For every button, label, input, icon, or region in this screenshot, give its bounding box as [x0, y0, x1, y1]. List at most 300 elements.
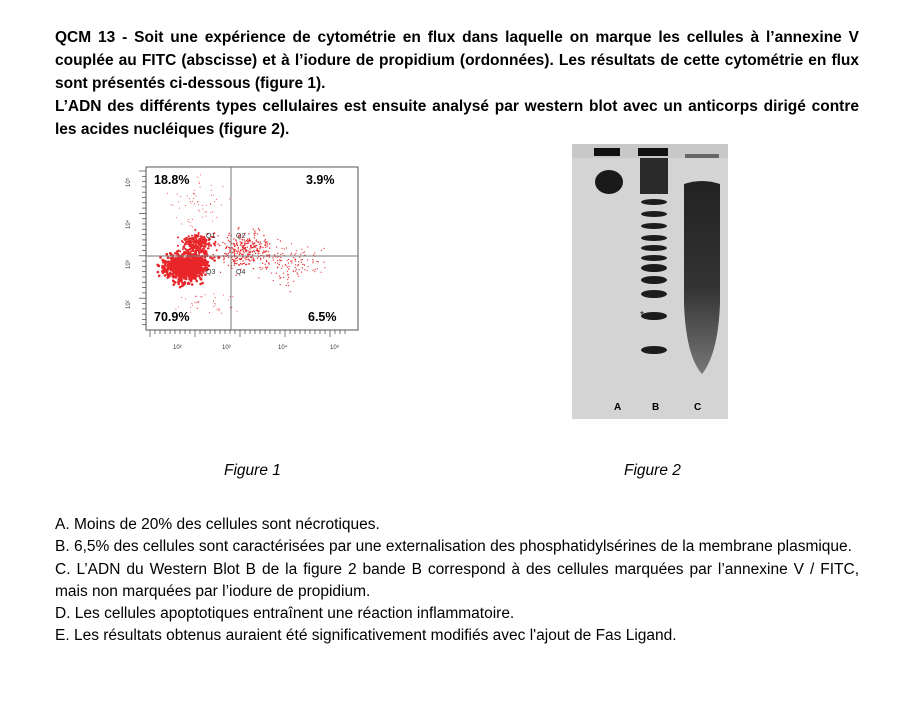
- event-dot: [233, 259, 234, 260]
- event-dot: [295, 271, 296, 272]
- event-dot: [260, 258, 261, 259]
- quadrant-bottom-right-pct: 6.5%: [308, 310, 337, 324]
- event-dot: [244, 263, 245, 264]
- event-dot: [214, 241, 216, 243]
- event-dot: [321, 272, 322, 273]
- event-dot: [229, 247, 230, 248]
- event-dot: [233, 251, 234, 252]
- event-dot: [184, 281, 187, 284]
- event-dot: [275, 262, 276, 263]
- event-dot: [211, 185, 212, 186]
- event-dot: [188, 219, 189, 220]
- event-dot: [277, 257, 278, 258]
- event-dot: [206, 205, 207, 206]
- event-dot: [198, 244, 200, 246]
- event-dot: [290, 261, 291, 262]
- event-dot: [290, 291, 291, 292]
- event-dot: [273, 280, 274, 281]
- event-dot: [217, 309, 218, 310]
- event-dot: [171, 258, 174, 261]
- event-dot: [198, 302, 199, 303]
- event-dot: [202, 239, 204, 241]
- event-dot: [277, 253, 278, 254]
- event-dot: [164, 274, 167, 277]
- event-dot: [216, 199, 217, 200]
- event-dot: [187, 221, 188, 222]
- event-dot: [314, 271, 315, 272]
- event-dot: [210, 212, 211, 213]
- event-dot: [287, 279, 288, 280]
- event-dot: [217, 243, 218, 244]
- event-dot: [173, 205, 174, 206]
- event-dot: [199, 211, 200, 212]
- event-dot: [262, 267, 263, 268]
- event-dot: [236, 263, 237, 264]
- event-dot: [253, 229, 254, 230]
- event-dot: [241, 243, 242, 244]
- event-dot: [238, 227, 239, 228]
- event-dot: [200, 244, 202, 246]
- event-dot: [177, 267, 180, 270]
- event-dot: [192, 305, 193, 306]
- event-dot: [178, 201, 179, 202]
- event-dot: [253, 259, 254, 260]
- event-dot: [254, 245, 255, 246]
- event-dot: [287, 267, 288, 268]
- event-dot: [157, 271, 160, 274]
- event-dot: [255, 232, 256, 233]
- event-dot: [177, 236, 179, 238]
- event-dot: [266, 267, 267, 268]
- event-dot: [236, 251, 237, 252]
- event-dot: [214, 244, 216, 246]
- answer-option-a[interactable]: A. Moins de 20% des cellules sont nécrotiques.: [55, 516, 380, 533]
- event-dot: [213, 294, 214, 295]
- event-dot: [194, 252, 196, 254]
- answer-option-e[interactable]: E. Les résultats obtenus auraient été significativement modifiés avec l'ajout de Fas Ligand.: [55, 627, 677, 645]
- event-dot: [194, 229, 196, 231]
- event-dot: [301, 249, 302, 250]
- event-dot: [171, 204, 172, 205]
- event-dot: [246, 250, 247, 251]
- event-dot: [250, 245, 251, 246]
- event-dot: [281, 248, 282, 249]
- event-dot: [195, 296, 196, 297]
- event-dot: [202, 205, 203, 206]
- event-dot: [296, 269, 297, 270]
- event-dot: [167, 256, 170, 259]
- event-dot: [234, 261, 235, 262]
- event-dot: [177, 245, 179, 247]
- event-dot: [263, 235, 264, 236]
- event-dot: [266, 268, 267, 269]
- event-dot: [226, 246, 227, 247]
- event-dot: [253, 247, 254, 248]
- event-dot: [184, 239, 186, 241]
- event-dot: [264, 252, 265, 253]
- event-dot: [295, 267, 296, 268]
- event-dot: [193, 250, 195, 252]
- event-dot: [197, 236, 199, 238]
- event-dot: [183, 267, 186, 270]
- event-dot: [166, 273, 169, 276]
- event-dot: [285, 265, 286, 266]
- event-dot: [268, 263, 269, 264]
- event-dot: [190, 225, 191, 226]
- event-dot: [302, 264, 303, 265]
- event-dot: [213, 301, 214, 302]
- event-dot: [268, 251, 269, 252]
- event-dot: [298, 276, 299, 277]
- event-dot: [244, 243, 245, 244]
- event-dot: [263, 250, 264, 251]
- event-dot: [171, 273, 174, 276]
- answer-option-d[interactable]: D. Les cellules apoptotiques entraînent une réaction inflammatoire.: [55, 605, 515, 623]
- event-dot: [190, 243, 192, 245]
- event-dot: [245, 247, 246, 248]
- event-dot: [265, 239, 266, 240]
- ladder-band: [641, 211, 667, 217]
- event-dot: [257, 257, 258, 258]
- ladder-band: [641, 276, 667, 284]
- event-dot: [188, 282, 191, 285]
- y-axis-ticks: [139, 171, 146, 325]
- ladder-band: [641, 235, 667, 241]
- event-dot: [166, 253, 169, 256]
- event-dot: [174, 269, 177, 272]
- event-dot: [260, 243, 261, 244]
- event-dot: [234, 253, 235, 254]
- event-dot: [182, 265, 185, 268]
- event-dot: [253, 268, 254, 269]
- event-dot: [195, 246, 197, 248]
- lane-c-smear: [684, 181, 720, 374]
- event-dot: [293, 257, 294, 258]
- event-dot: [288, 277, 289, 278]
- event-dot: [198, 266, 201, 269]
- ladder-band: [641, 346, 667, 354]
- event-dot: [193, 245, 195, 247]
- event-dot: [193, 264, 196, 267]
- event-dot: [285, 264, 286, 265]
- event-dot: [218, 308, 219, 309]
- event-dot: [291, 262, 292, 263]
- event-dot: [186, 240, 188, 242]
- event-dot: [213, 257, 214, 258]
- event-dot: [223, 295, 224, 296]
- event-dot: [213, 243, 215, 245]
- lane-b-top-smear: [640, 158, 668, 194]
- event-dot: [220, 272, 221, 273]
- event-dot: [312, 259, 313, 260]
- event-dot: [314, 253, 315, 254]
- event-dot: [257, 249, 258, 250]
- event-dot: [256, 245, 257, 246]
- question-text: [55, 26, 859, 141]
- event-dot: [229, 241, 230, 242]
- event-dot: [266, 241, 267, 242]
- event-dot: [234, 254, 235, 255]
- event-dot: [208, 245, 210, 247]
- event-dot: [240, 263, 241, 264]
- y-tick-label: 10⁵: [126, 177, 132, 187]
- event-dot: [262, 252, 263, 253]
- event-dot: [164, 268, 167, 271]
- event-dot: [189, 240, 191, 242]
- event-dot: [288, 285, 289, 286]
- event-dot: [215, 305, 216, 306]
- event-dot: [293, 281, 294, 282]
- event-dot: [169, 252, 172, 255]
- event-dot: [233, 238, 234, 239]
- answer-option-b[interactable]: B. 6,5% des cellules sont caractérisées par une externalisation des phosphatidylsérines de la membrane plasmique.: [55, 538, 852, 556]
- event-dot: [229, 199, 230, 200]
- event-dot: [248, 259, 249, 260]
- event-dot: [265, 264, 266, 265]
- event-dot: [236, 240, 237, 241]
- event-dot: [235, 258, 236, 259]
- event-dot: [251, 259, 252, 260]
- figure-1-caption: Figure 1: [224, 462, 281, 479]
- event-dot: [200, 187, 201, 188]
- event-dot: [174, 281, 177, 284]
- event-dot: [241, 264, 242, 265]
- event-dot: [247, 241, 248, 242]
- event-dot: [259, 244, 260, 245]
- event-dot: [324, 248, 325, 249]
- event-dot: [164, 262, 167, 265]
- event-dot: [259, 267, 260, 268]
- event-dot: [219, 257, 220, 258]
- event-dot: [185, 237, 187, 239]
- event-dot: [313, 261, 314, 262]
- event-dot: [213, 195, 214, 196]
- event-dot: [184, 270, 187, 273]
- event-dot: [295, 253, 296, 254]
- event-dot: [223, 262, 224, 263]
- event-dot: [280, 254, 281, 255]
- event-dot: [279, 276, 280, 277]
- event-dot: [301, 262, 302, 263]
- event-dot: [252, 247, 253, 248]
- event-dot: [198, 210, 199, 211]
- event-dot: [207, 248, 209, 250]
- event-dot: [288, 268, 289, 269]
- event-dot: [215, 297, 216, 298]
- event-dot: [282, 265, 283, 266]
- event-dot: [249, 252, 250, 253]
- event-dot: [266, 260, 267, 261]
- event-dot: [258, 242, 259, 243]
- gate-label-q1: Q1: [206, 233, 216, 240]
- event-dot: [272, 257, 273, 258]
- event-dot: [232, 296, 233, 297]
- event-dot: [249, 260, 250, 261]
- event-dot: [229, 251, 230, 252]
- event-dot: [176, 253, 179, 256]
- event-dot: [192, 219, 193, 220]
- event-dot: [211, 195, 212, 196]
- event-dot: [243, 252, 244, 253]
- event-dot: [284, 248, 285, 249]
- event-dot: [198, 201, 199, 202]
- event-dot: [229, 233, 230, 234]
- event-dot: [190, 201, 191, 202]
- event-dot: [205, 294, 206, 295]
- event-dot: [204, 242, 206, 244]
- event-dot: [242, 248, 243, 249]
- event-dot: [188, 237, 190, 239]
- gate-label-q3: Q3: [206, 269, 216, 276]
- event-dot: [188, 235, 190, 237]
- event-dot: [246, 257, 247, 258]
- event-dot: [267, 246, 268, 247]
- event-dot: [233, 243, 234, 244]
- event-dot: [201, 237, 203, 239]
- event-dot: [269, 247, 270, 248]
- event-dot: [209, 256, 212, 259]
- event-dot: [242, 249, 243, 250]
- event-dot: [203, 248, 205, 250]
- event-dot: [262, 247, 263, 248]
- event-dot: [294, 254, 295, 255]
- event-dot: [200, 273, 203, 276]
- event-dot: [179, 265, 182, 268]
- event-dot: [212, 211, 213, 212]
- event-dot: [167, 193, 168, 194]
- event-dot: [202, 296, 203, 297]
- ladder-band: [641, 264, 667, 272]
- event-dot: [212, 221, 213, 222]
- event-dot: [196, 242, 198, 244]
- event-dot: [266, 250, 267, 251]
- event-dot: [191, 303, 192, 304]
- quadrant-top-right-pct: 3.9%: [306, 173, 335, 187]
- event-dot: [172, 275, 175, 278]
- event-dot: [219, 310, 220, 311]
- event-dot: [250, 257, 251, 258]
- event-dot: [200, 262, 203, 265]
- event-dot: [303, 252, 304, 253]
- event-dot: [302, 259, 303, 260]
- event-dot: [172, 279, 175, 282]
- event-dot: [181, 297, 182, 298]
- event-dot: [258, 277, 259, 278]
- event-dot: [187, 253, 190, 256]
- event-dot: [301, 272, 302, 273]
- event-dot: [247, 254, 248, 255]
- event-dot: [192, 247, 194, 249]
- event-dot: [258, 228, 259, 229]
- band-marker-asterisk: *: [640, 310, 644, 321]
- lane-c-well: [685, 154, 719, 158]
- event-dot: [189, 198, 190, 199]
- event-dot: [231, 247, 232, 248]
- event-dot: [199, 283, 202, 286]
- event-dot: [291, 260, 292, 261]
- event-dot: [189, 245, 191, 247]
- event-dot: [198, 204, 199, 205]
- event-dot: [279, 259, 280, 260]
- event-dot: [191, 268, 194, 271]
- event-dot: [200, 174, 201, 175]
- x-tick-label: 10⁵: [330, 345, 340, 351]
- event-dot: [254, 230, 255, 231]
- event-dot: [196, 240, 198, 242]
- event-dot: [178, 257, 181, 260]
- event-dot: [288, 262, 289, 263]
- event-dot: [287, 271, 288, 272]
- event-dot: [196, 196, 197, 197]
- event-dot: [197, 257, 199, 259]
- event-dot: [204, 250, 206, 252]
- event-dot: [216, 249, 218, 251]
- event-dot: [267, 243, 268, 244]
- event-dot: [286, 285, 287, 286]
- event-dot: [290, 254, 291, 255]
- event-dot: [158, 275, 161, 278]
- event-dot: [254, 237, 255, 238]
- event-dot: [206, 211, 207, 212]
- event-dot: [286, 247, 287, 248]
- event-dot: [193, 193, 194, 194]
- event-dot: [283, 273, 284, 274]
- event-dot: [301, 259, 302, 260]
- event-dot: [179, 208, 180, 209]
- event-dot: [221, 204, 222, 205]
- event-dot: [296, 250, 297, 251]
- event-dot: [249, 240, 250, 241]
- event-dot: [201, 267, 204, 270]
- event-dot: [200, 296, 201, 297]
- event-dot: [213, 254, 214, 255]
- event-dot: [194, 258, 197, 261]
- event-dot: [204, 264, 207, 267]
- answer-option-c[interactable]: C. L’ADN du Western Blot B de la figure 2 bande B correspond à des cellules marquées par l’annexine V / FITC, mais non marquées par l’iodure de propidium.: [55, 560, 859, 600]
- answer-options: [55, 514, 859, 648]
- event-dot: [236, 260, 237, 261]
- event-dot: [198, 301, 199, 302]
- ladder-band: [641, 312, 667, 320]
- event-dot: [264, 240, 265, 241]
- event-dot: [224, 258, 225, 259]
- event-dot: [260, 259, 261, 260]
- event-dot: [228, 240, 229, 241]
- ladder-band: [641, 255, 667, 261]
- event-dot: [203, 238, 205, 240]
- event-dot: [228, 235, 229, 236]
- event-dot: [187, 260, 190, 263]
- event-dot: [277, 263, 278, 264]
- event-dot: [179, 286, 182, 289]
- event-dot: [176, 271, 179, 274]
- event-dot: [195, 237, 197, 239]
- event-dot: [195, 262, 198, 265]
- event-dot: [177, 283, 180, 286]
- event-dot: [240, 253, 241, 254]
- event-dot: [241, 254, 242, 255]
- event-dot: [297, 274, 298, 275]
- event-dot: [252, 251, 253, 252]
- event-dot: [259, 230, 260, 231]
- gate-label-q2: Q2: [236, 233, 246, 240]
- event-dot: [257, 233, 258, 234]
- event-dot: [242, 254, 243, 255]
- event-dot: [240, 250, 241, 251]
- event-dot: [188, 243, 190, 245]
- event-dot: [229, 249, 230, 250]
- event-dot: [298, 269, 299, 270]
